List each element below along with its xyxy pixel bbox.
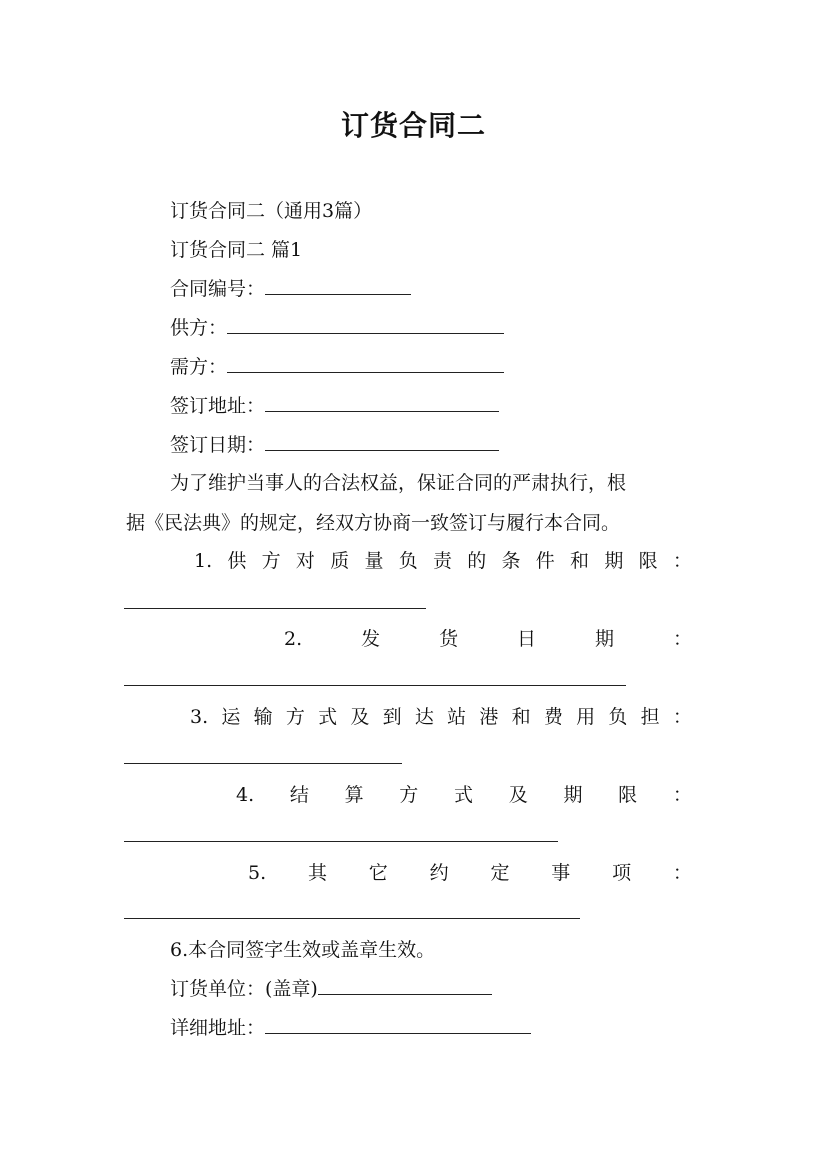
clause-char: ： (672, 706, 692, 728)
supplier-label: 供方： (170, 317, 228, 339)
clause-char: 4. (236, 784, 255, 806)
clause-char: 期 (595, 628, 615, 650)
clause-char: 货 (439, 628, 459, 650)
clause-char: 发 (361, 628, 381, 650)
clause-char: 定 (490, 862, 510, 884)
clause-char: 条 (501, 550, 521, 572)
contract-number-field (170, 276, 411, 302)
clause-char: 式 (318, 706, 338, 728)
clause-char: ： (672, 862, 692, 884)
clause-char: 算 (344, 784, 364, 806)
clause-char: 结 (289, 784, 309, 806)
clause-char: 限 (618, 784, 638, 806)
clause-char: 的 (467, 550, 487, 572)
document-title: 订货合同二 (340, 109, 486, 142)
intro-line-2: 据《民法典》的规定，经双方协商一致签订与履行本合同。 (126, 512, 621, 534)
sign-address-label: 签订地址： (170, 395, 266, 417)
clause-char: ： (672, 784, 692, 806)
clause-3-blank[interactable] (124, 763, 402, 764)
clause-char: 事 (551, 862, 571, 884)
clause-char: 用 (576, 706, 596, 728)
buyer-label: 需方： (170, 356, 228, 378)
order-unit-blank[interactable] (318, 976, 492, 995)
clause-char: 约 (429, 862, 449, 884)
order-unit-field (170, 976, 492, 1002)
sign-date-field (170, 432, 499, 458)
intro-line-1: 为了维护当事人的合法权益，保证合同的严肃执行，根 (170, 472, 627, 494)
clause-char: 到 (382, 706, 402, 728)
clause-char: 担 (640, 706, 660, 728)
clause-char: 和 (511, 706, 531, 728)
clause-char: 费 (543, 706, 563, 728)
clause-char: 2. (284, 628, 303, 650)
order-unit-label: 订货单位：(盖章) (170, 978, 318, 1000)
clause-char: 负 (608, 706, 628, 728)
clause-char: 其 (307, 862, 327, 884)
clause-char: 1. (194, 550, 213, 572)
clause-char: 它 (368, 862, 388, 884)
clause-char: 件 (535, 550, 555, 572)
clause-char: 责 (432, 550, 452, 572)
clause-char: 期 (563, 784, 583, 806)
sign-date-label: 签订日期： (170, 434, 266, 456)
clause-char: 质 (330, 550, 350, 572)
contract-number-blank[interactable] (265, 276, 411, 295)
clause-char: 港 (479, 706, 499, 728)
clause-1-blank[interactable] (124, 608, 426, 609)
clause-char: 限 (638, 550, 658, 572)
clause-5-blank[interactable] (124, 918, 580, 919)
clause-char: 供 (227, 550, 247, 572)
clause-char: 5. (248, 862, 267, 884)
clause-3 (124, 704, 692, 730)
clause-char: 运 (221, 706, 241, 728)
clause-char: ： (672, 550, 692, 572)
clause-char: 对 (295, 550, 315, 572)
buyer-blank[interactable] (227, 354, 504, 373)
part-heading: 订货合同二 篇1 (170, 239, 303, 261)
clause-char: 方 (285, 706, 305, 728)
subtitle: 订货合同二（通用3篇） (170, 200, 373, 222)
supplier-blank[interactable] (227, 315, 504, 334)
detail-address-label: 详细地址： (170, 1017, 266, 1039)
clause-char: 达 (414, 706, 434, 728)
sign-address-field (170, 393, 499, 419)
buyer-field (170, 354, 504, 380)
clause-6: 6.本合同签字生效或盖章生效。 (170, 939, 436, 961)
clause-char: 3. (190, 706, 209, 728)
clause-char: 期 (604, 550, 624, 572)
clause-2 (124, 626, 692, 652)
clause-char: 负 (398, 550, 418, 572)
clause-char: 量 (364, 550, 384, 572)
supplier-field (170, 315, 504, 341)
clause-char: 方 (261, 550, 281, 572)
clause-4-blank[interactable] (124, 841, 558, 842)
clause-5 (124, 860, 692, 886)
clause-char: 方 (399, 784, 419, 806)
clause-char: 站 (447, 706, 467, 728)
clause-4 (124, 782, 692, 808)
clause-char: 输 (253, 706, 273, 728)
clause-char: 和 (570, 550, 590, 572)
clause-char: ： (672, 628, 692, 650)
clause-char: 项 (612, 862, 632, 884)
detail-address-field (170, 1015, 531, 1041)
clause-char: 日 (517, 628, 537, 650)
clause-char: 式 (454, 784, 474, 806)
detail-address-blank[interactable] (265, 1015, 531, 1034)
sign-date-blank[interactable] (265, 432, 499, 451)
clause-1 (124, 548, 692, 574)
clause-char: 及 (508, 784, 528, 806)
clause-2-blank[interactable] (124, 685, 626, 686)
contract-number-label: 合同编号： (170, 278, 266, 300)
clause-char: 及 (350, 706, 370, 728)
sign-address-blank[interactable] (265, 393, 499, 412)
